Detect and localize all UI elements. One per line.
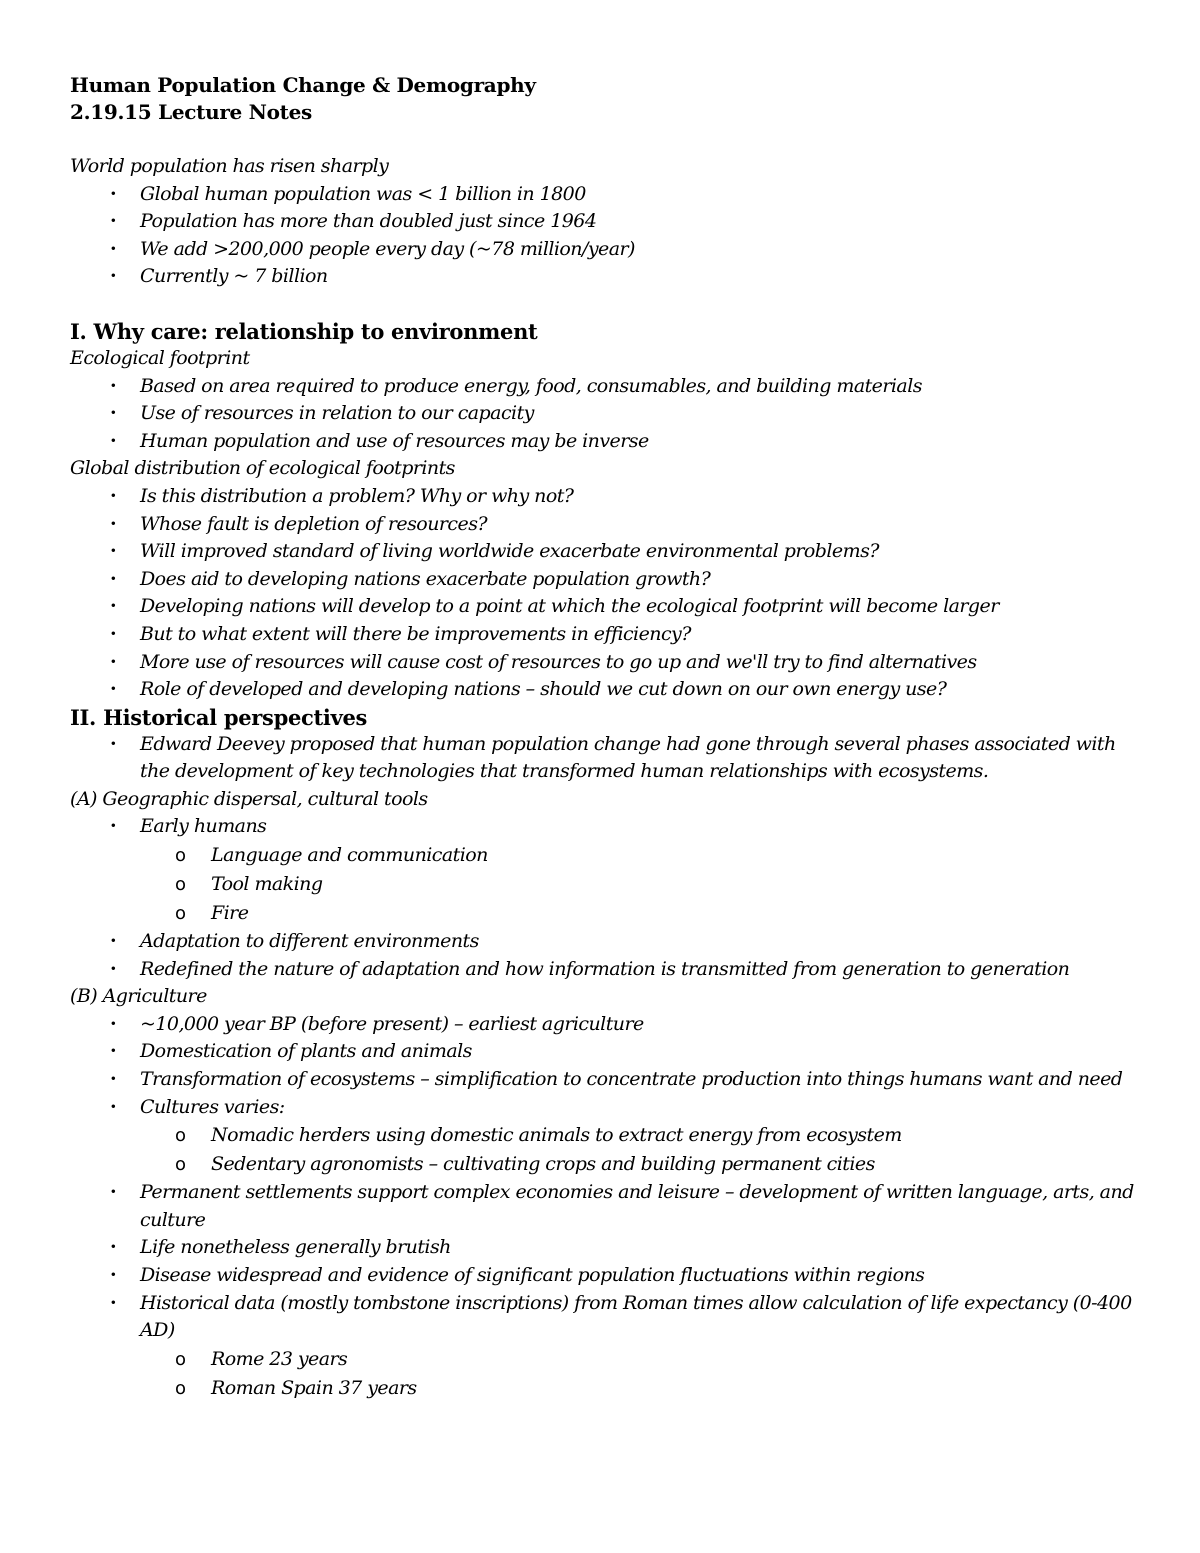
list-item: · Whose fault is depletion of resources?	[70, 511, 1140, 539]
list-item: · Transformation of ecosystems – simplification to concentrate production into things humans want and need	[70, 1066, 1140, 1094]
sub-list-item: o Roman Spain 37 years	[70, 1374, 1140, 1403]
list-item: · Historical data (mostly tombstone inscriptions) from Roman times allow calculation of life expectancy (0-400 AD)	[70, 1290, 1140, 1345]
spacer	[70, 126, 1140, 153]
spacer	[70, 291, 1140, 318]
document-title: Human Population Change & Demography	[70, 73, 536, 97]
list-item: · Global human population was < 1 billion in 1800	[70, 181, 1140, 209]
list-item: · More use of resources will cause cost of resources to go up and we'll try to find alternatives	[70, 649, 1140, 677]
list-item: · Will improved standard of living worldwide exacerbate environmental problems?	[70, 538, 1140, 566]
agriculture-list	[70, 1011, 1140, 1121]
list-item: · Is this distribution a problem? Why or why not?	[70, 483, 1140, 511]
list-item: · Redefined the nature of adaptation and how information is transmitted from generation to generation	[70, 956, 1140, 984]
subheading-ecological-footprint: Ecological footprint	[70, 346, 250, 369]
sub-list-item: o Tool making	[70, 870, 1140, 899]
sub-list-item: o Rome 23 years	[70, 1345, 1140, 1374]
life-expectancy-sublist	[70, 1345, 1140, 1403]
list-item: · Currently ~ 7 billion	[70, 263, 1140, 291]
sub-list-item: o Language and communication	[70, 841, 1140, 870]
list-item: · But to what extent will there be improvements in efficiency?	[70, 621, 1140, 649]
global-list	[70, 483, 1140, 704]
list-item: · Population has more than doubled just since 1964	[70, 208, 1140, 236]
eco-list	[70, 373, 1140, 456]
cultures-sublist	[70, 1121, 1140, 1179]
document-page	[70, 72, 1140, 1403]
list-item: · Adaptation to different environments	[70, 928, 1140, 956]
list-item: · Disease widespread and evidence of significant population fluctuations within regions	[70, 1262, 1140, 1290]
list-item: · Permanent settlements support complex economies and leisure – development of written language, arts, and culture	[70, 1179, 1140, 1234]
sub-list-item: o Fire	[70, 899, 1140, 928]
section-heading-1: I. Why care: relationship to environment	[70, 318, 538, 344]
agriculture-list-cont	[70, 1179, 1140, 1345]
intro-list	[70, 181, 1140, 291]
dispersal-list	[70, 813, 1140, 841]
list-item: · Early humans	[70, 813, 1140, 841]
subheading-agriculture: (B) Agriculture	[70, 985, 207, 1008]
list-item: · Does aid to developing nations exacerbate population growth?	[70, 566, 1140, 594]
list-item: · Human population and use of resources may be inverse	[70, 428, 1140, 456]
intro-heading: World population has risen sharply	[70, 155, 389, 177]
sub-list-item: o Sedentary agronomists – cultivating crops and building permanent cities	[70, 1150, 1140, 1179]
list-item: · Use of resources in relation to our capacity	[70, 400, 1140, 428]
subheading-geographic-dispersal: (A) Geographic dispersal, cultural tools	[70, 787, 428, 810]
list-item: · Life nonetheless generally brutish	[70, 1234, 1140, 1262]
list-item: · Based on area required to produce energy, food, consumables, and building materials	[70, 373, 1140, 401]
list-item: · Edward Deevey proposed that human population change had gone through several phases associated with the development of key technologies that transformed human relationships with ecosystems.	[70, 731, 1140, 786]
document-subtitle: 2.19.15 Lecture Notes	[70, 100, 312, 124]
list-item: · Developing nations will develop to a point at which the ecological footprint will become larger	[70, 593, 1140, 621]
list-item: · Domestication of plants and animals	[70, 1038, 1140, 1066]
history-intro-list	[70, 731, 1140, 786]
list-item: · ~10,000 year BP (before present) – earliest agriculture	[70, 1011, 1140, 1039]
dispersal-list-cont	[70, 928, 1140, 983]
subheading-global-distribution: Global distribution of ecological footprints	[70, 457, 455, 480]
list-item: · Cultures varies:	[70, 1094, 1140, 1122]
section-heading-2: II. Historical perspectives	[70, 704, 368, 730]
early-humans-sublist	[70, 841, 1140, 928]
sub-list-item: o Nomadic herders using domestic animals to extract energy from ecosystem	[70, 1121, 1140, 1150]
list-item: · We add >200,000 people every day (~78 million/year)	[70, 236, 1140, 264]
list-item: · Role of developed and developing nations – should we cut down on our own energy use?	[70, 676, 1140, 704]
